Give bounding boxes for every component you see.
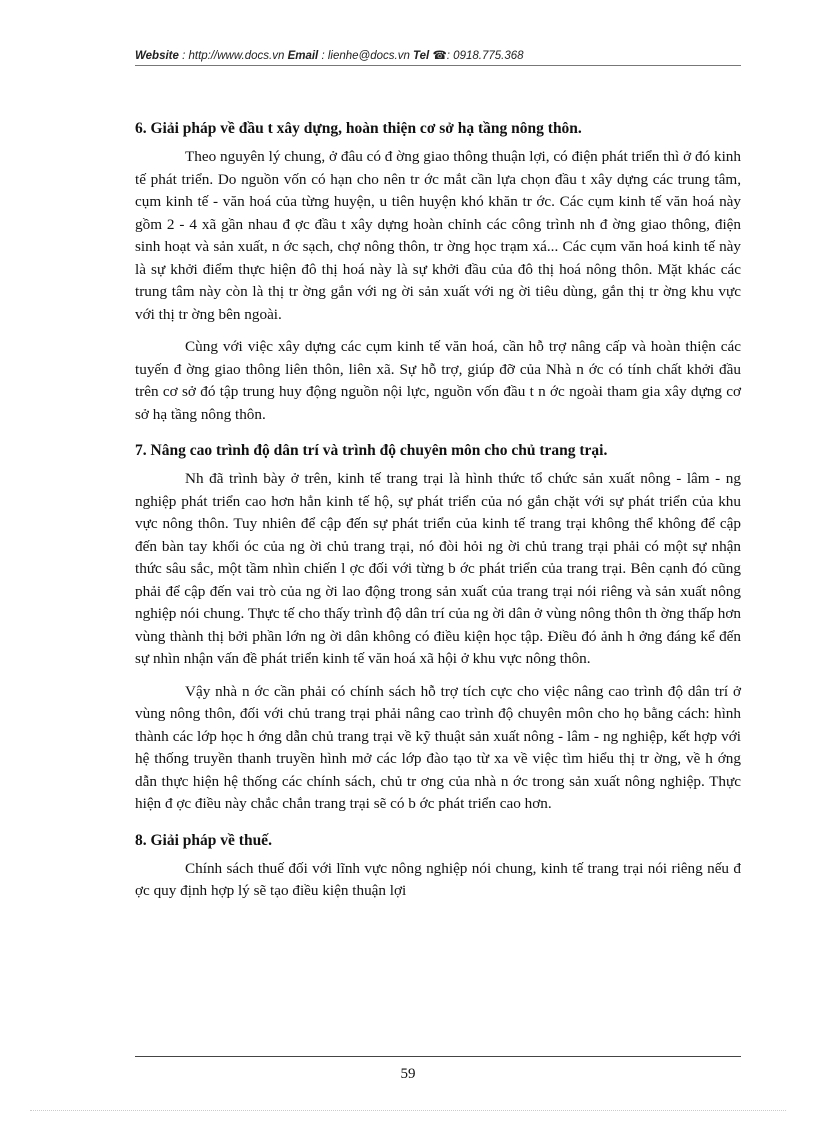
footer-divider — [135, 1056, 741, 1057]
document-body — [135, 118, 741, 917]
paragraph: Nh đã trình bày ở trên, kinh tế trang trại là hình thức tổ chức sản xuất nông - lâm - ng nghiệp phát triển cao hơn hẳn kinh tế hộ, sự phát triển của nó gắn chặt với sự phát triển của khu vực nông thôn. Tuy nhiên để cập đến sự phát triển của kinh tế trang trại không thể không để cập đến bàn tay khối óc của ng ời chủ trang trại, nó đòi hỏi ng ời chủ trang trại phải có một sự nhận thức sâu sắc, một tầm nhìn chiến l ợc đối với từng b ớc phát triển của trang trại. Bên cạnh đó cũng phải để cập đến vai trò của ng ời lao động trong sản xuất của trang trại nói riêng và sản xuất nông nghiệp nói chung. Thực tế cho thấy trình độ dân trí của ng ời dân ở vùng nông thôn th ờng thấp hơn vùng thành thị bởi phần lớn ng ời dân không có điều kiện học tập. Điều đó ảnh h ởng đáng kể đến sự nhìn nhận vấn đề phát triển kinh tế văn hoá xã hội ở khu vực nông thôn. — [135, 470, 741, 667]
page-header — [135, 48, 741, 62]
tel-label: Tel — [413, 50, 430, 62]
website-label: Website — [135, 50, 179, 62]
tel-value: : 0918.775.368 — [446, 50, 524, 62]
page-number: 59 — [400, 1066, 416, 1082]
section-7 — [135, 440, 741, 816]
section-heading: 7. Nâng cao trình độ dân trí và trình độ chuyên môn cho chủ trang trại. — [135, 442, 608, 459]
paragraph: Cùng với việc xây dựng các cụm kinh tế văn hoá, cần hỗ trợ nâng cấp và hoàn thiện các tuyến đ ờng giao thông liên thôn, liên xã. Sự hỗ trợ, giúp đỡ của Nhà n ớc có tính chất khởi đầu trên cơ sở đó tập trung huy động nguồn nội lực, nguồn vốn đầu t n ớc ngoài tham gia xây dựng cơ sở hạ tầng nông thôn. — [135, 338, 741, 423]
header-divider — [135, 65, 741, 66]
paragraph: Theo nguyên lý chung, ở đâu có đ ờng giao thông thuận lợi, có điện phát triển thì ở đó kinh tế phát triển. Do nguồn vốn có hạn cho nên tr ớc mắt cần lựa chọn đầu t xây dựng các trung tâm, cụm kinh tế - văn hoá của từng huyện, u tiên huyện khó khăn tr ớc. Các cụm kinh tế văn hoá này gồm 2 - 4 xã gần nhau đ ợc đầu t xây dựng hoàn chỉnh các công trình nh đ ờng giao thông, điện sinh hoạt và sản xuất, n ớc sạch, chợ nông thôn, tr ờng học trạm xá... Các cụm văn hoá kinh tế này là sự khởi điểm thực hiện đô thị hoá này là sự khởi đầu của đô thị hoá nông thôn. Mặt khác các trung tâm này còn là thị tr ờng gắn với ng ời sản xuất với ng ời tiêu dùng, gắn thị tr ờng khu vực với thị tr ờng bên ngoài. — [135, 148, 741, 323]
paragraph: Chính sách thuế đối với lĩnh vực nông nghiệp nói chung, kinh tế trang trại nói riêng nếu đ ợc quy định hợp lý sẽ tạo điều kiện thuận lợi — [135, 859, 741, 899]
phone-icon: ☎ — [432, 50, 447, 62]
email-label: Email — [287, 50, 319, 62]
website-value: : http://www.docs.vn — [182, 50, 285, 62]
page-bottom-border — [30, 1110, 786, 1111]
section-6 — [135, 118, 741, 426]
section-heading: 6. Giải pháp về đầu t xây dựng, hoàn thiện cơ sở hạ tầng nông thôn. — [135, 120, 582, 137]
section-8 — [135, 830, 741, 903]
section-heading: 8. Giải pháp về thuế. — [135, 831, 272, 849]
email-value: : lienhe@docs.vn — [321, 50, 410, 62]
paragraph: Vậy nhà n ớc cần phải có chính sách hỗ trợ tích cực cho việc nâng cao trình độ dân trí ở vùng nông thôn, đối với chủ trang trại phải nâng cao trình độ chuyên môn cho họ bằng cách: hình thành các lớp học h ớng dẫn chủ trang trại về kỹ thuật sản xuất nông - lâm - ng nghiệp, kết hợp với hệ thống truyền thanh truyền hình mở các lớp đào tạo từ xa về việc tìm hiểu thị tr ờng, về h ớng dẫn thực hiện hệ thống các chính sách, chủ tr ơng của nhà n ớc trong sản xuất nông nghiệp. Thực hiện đ ợc điều này chắc chắn trang trại sẽ có b ớc phát triển cao hơn. — [135, 682, 741, 812]
